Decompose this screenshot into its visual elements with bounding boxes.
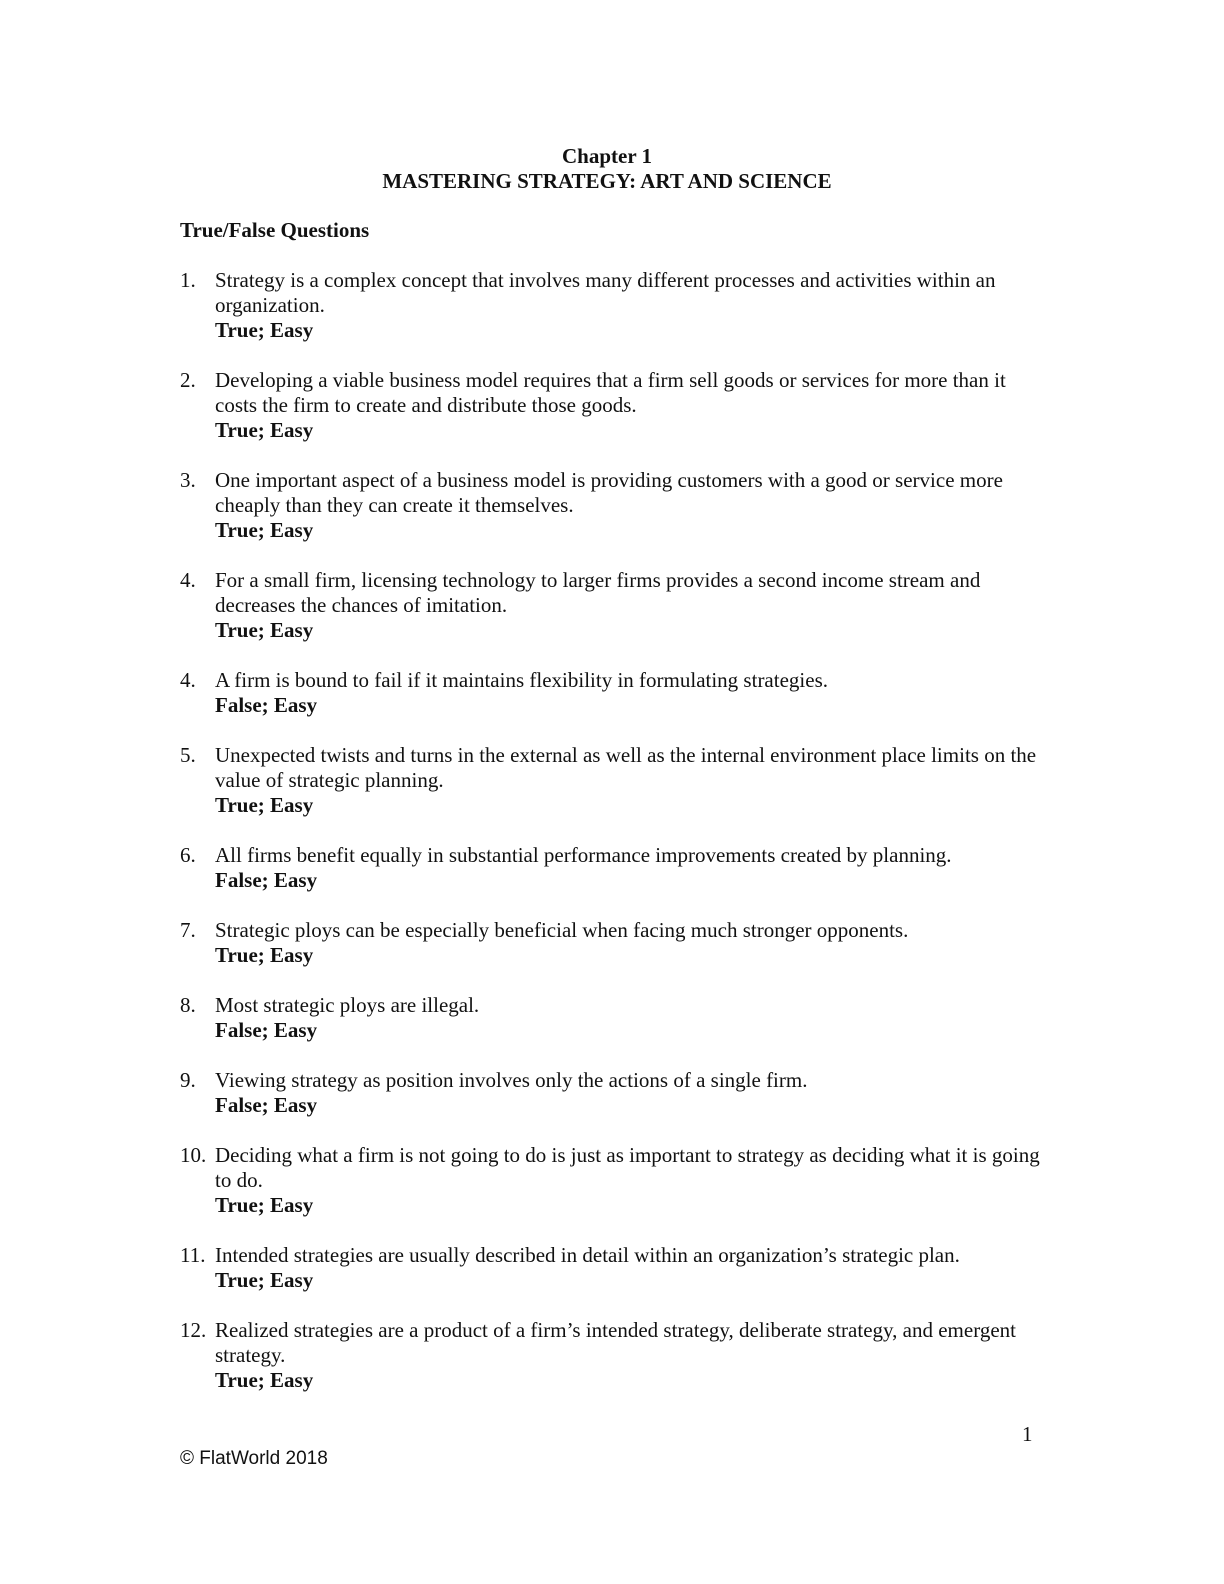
question-number: 4. <box>180 568 196 592</box>
chapter-label: Chapter 1 <box>561 144 653 168</box>
question-item <box>180 843 1040 893</box>
question-answer: True; Easy <box>215 793 314 817</box>
question-answer: True; Easy <box>215 318 314 342</box>
question-text: Developing a viable business model requires that a firm sell goods or services for more than it costs the firm to create and distribute those goods. <box>215 368 1006 417</box>
question-number: 6. <box>180 843 196 867</box>
question-number: 9. <box>180 1068 196 1092</box>
question-number: 4. <box>180 668 196 692</box>
chapter-header <box>0 144 1214 194</box>
question-item <box>180 268 1040 343</box>
question-answer: True; Easy <box>215 943 314 967</box>
question-number: 2. <box>180 368 196 392</box>
question-text: Most strategic ploys are illegal. <box>215 993 480 1017</box>
question-text: A firm is bound to fail if it maintains flexibility in formulating strategies. <box>215 668 828 692</box>
question-text: Strategy is a complex concept that involves many different processes and activities within an organization. <box>215 268 996 317</box>
question-answer: False; Easy <box>215 693 318 717</box>
question-item <box>180 993 1040 1043</box>
question-answer: False; Easy <box>215 868 318 892</box>
section-title: True/False Questions <box>180 218 370 242</box>
question-answer: True; Easy <box>215 1193 314 1217</box>
question-number: 5. <box>180 743 196 767</box>
chapter-title: MASTERING STRATEGY: ART AND SCIENCE <box>382 169 832 193</box>
copyright-notice: © FlatWorld 2018 <box>180 1448 328 1469</box>
question-item <box>180 743 1040 818</box>
question-number: 3. <box>180 468 196 492</box>
question-answer: True; Easy <box>215 1368 314 1392</box>
question-text: Deciding what a firm is not going to do is just as important to strategy as deciding what it is going to do. <box>215 1143 1040 1192</box>
question-item <box>180 1143 1040 1218</box>
question-text: Unexpected twists and turns in the external as well as the internal environment place limits on the value of strategic planning. <box>215 743 1037 792</box>
question-number: 8. <box>180 993 196 1017</box>
question-item <box>180 668 1040 718</box>
question-item <box>180 468 1040 543</box>
question-number: 1. <box>180 268 196 292</box>
question-text: Strategic ploys can be especially beneficial when facing much stronger opponents. <box>215 918 909 942</box>
question-text: For a small firm, licensing technology to larger firms provides a second income stream and decreases the chances of imitation. <box>215 568 981 617</box>
question-item <box>180 1318 1040 1393</box>
question-list <box>180 268 1040 1418</box>
question-answer: True; Easy <box>215 618 314 642</box>
question-text: Viewing strategy as position involves only the actions of a single firm. <box>215 1068 808 1092</box>
question-answer: True; Easy <box>215 418 314 442</box>
question-answer: True; Easy <box>215 518 314 542</box>
question-item <box>180 568 1040 643</box>
question-item <box>180 1068 1040 1118</box>
question-number: 12. <box>180 1318 207 1342</box>
question-text: One important aspect of a business model is providing customers with a good or service more cheaply than they can create it themselves. <box>215 468 1003 517</box>
question-number: 11. <box>180 1243 206 1267</box>
question-number: 7. <box>180 918 196 942</box>
question-answer: False; Easy <box>215 1018 318 1042</box>
question-number: 10. <box>180 1143 207 1167</box>
question-item <box>180 368 1040 443</box>
question-text: Intended strategies are usually described in detail within an organization’s strategic plan. <box>215 1243 960 1267</box>
question-item <box>180 1243 1040 1293</box>
question-text: All firms benefit equally in substantial performance improvements created by planning. <box>215 843 952 867</box>
question-item <box>180 918 1040 968</box>
question-answer: True; Easy <box>215 1268 314 1292</box>
question-text: Realized strategies are a product of a firm’s intended strategy, deliberate strategy, and emergent strategy. <box>215 1318 1016 1367</box>
page-number: 1 <box>1022 1422 1033 1446</box>
question-answer: False; Easy <box>215 1093 318 1117</box>
